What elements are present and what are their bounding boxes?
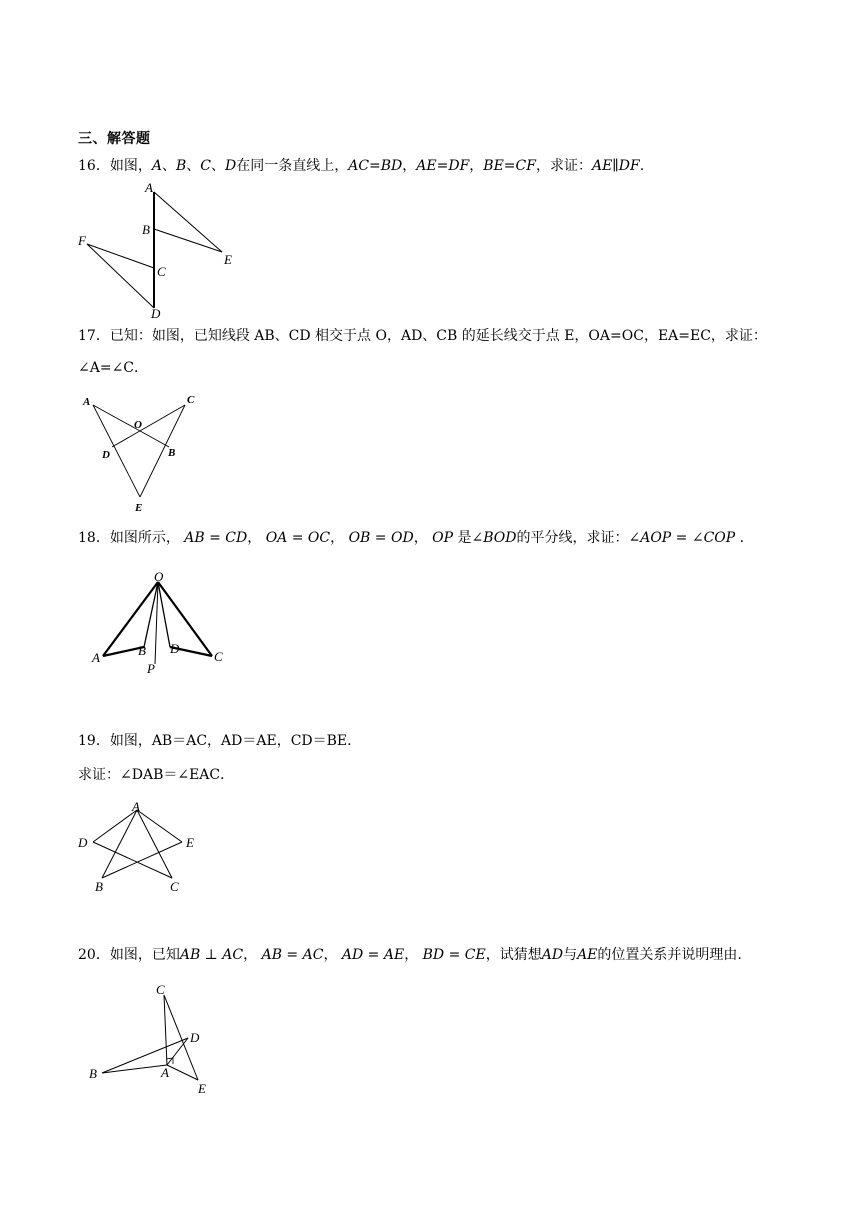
label-O: O <box>134 419 142 431</box>
label-D: D <box>102 449 110 461</box>
label-B: B <box>95 879 103 894</box>
label-A: A <box>83 396 91 408</box>
section-title: 三、解答题 <box>78 131 151 147</box>
label-E: E <box>186 835 194 850</box>
label-B: B <box>168 447 176 459</box>
label-A: A <box>145 180 153 195</box>
question-17-line2: ∠A=∠C． <box>78 360 149 376</box>
question-19-line1: 19．如图，AB＝AC，AD＝AE，CD＝BE. <box>78 733 352 749</box>
question-20-text: 20．如图，已知AB ⊥ AC， AB = AC， AD = AE， BD = CE，试猜想AD与AE的位置关系并说明理由. <box>78 947 742 963</box>
label-C: C <box>170 879 179 894</box>
label-D: D <box>151 306 161 321</box>
label-C: C <box>157 264 166 279</box>
label-D: D <box>190 1030 200 1045</box>
label-E: E <box>135 502 143 514</box>
question-19-line2: 求证：∠DAB＝∠EAC． <box>78 767 235 783</box>
label-A: A <box>161 1065 169 1080</box>
label-P: P <box>147 661 155 676</box>
label-C: C <box>156 982 165 997</box>
label-A: A <box>92 650 100 665</box>
question-16-text: 16．如图，A、B、C、D在同一条直线上，AC=BD，AE=DF，BE=CF，求证：AE∥DF. <box>78 158 645 174</box>
label-D: D <box>78 835 88 850</box>
label-E: E <box>224 252 232 267</box>
label-C: C <box>187 394 195 406</box>
label-O: O <box>154 569 164 584</box>
label-D: D <box>170 641 180 656</box>
label-B: B <box>89 1066 97 1081</box>
label-B: B <box>142 222 150 237</box>
label-B: B <box>138 643 146 658</box>
question-18-text: 18．如图所示， AB = CD， OA = OC， OB = OD， OP 是∠BOD的平分线，求证：∠AOP = ∠COP . <box>78 530 745 546</box>
question-17-line1: 17．已知：如图，已知线段 AB、CD 相交于点 O，AD、CB 的延长线交于点 E，OA=OC，EA=EC，求证： <box>78 328 767 344</box>
label-E: E <box>198 1081 206 1096</box>
label-A: A <box>132 799 140 814</box>
label-F: F <box>78 233 86 248</box>
label-C: C <box>214 649 223 664</box>
